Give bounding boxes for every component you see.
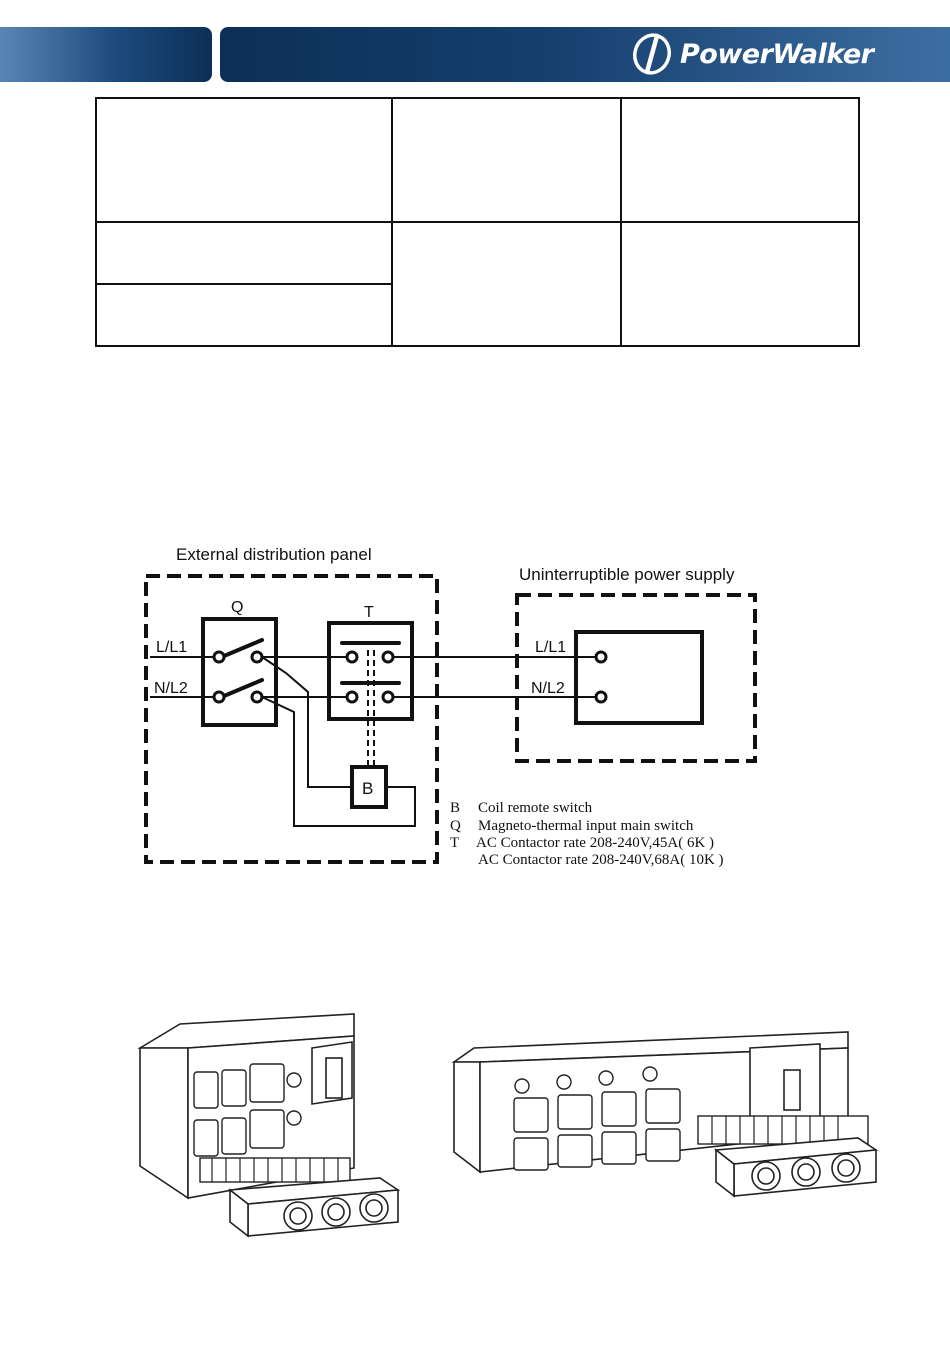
- legend-text: AC Contactor rate 208-240V,68A( 10K ): [478, 852, 724, 868]
- large-module-illustration: [450, 1000, 880, 1210]
- legend-text: Magneto-thermal input main switch: [478, 818, 694, 834]
- coil-b-label: B: [362, 779, 374, 798]
- ups-n2-label: N/L2: [531, 680, 565, 697]
- brand-name: PowerWalker: [680, 38, 874, 70]
- contactor-t-box: [329, 623, 412, 719]
- diagram-legend: [450, 800, 724, 868]
- switch-blades: [224, 640, 399, 696]
- table-cell: [96, 98, 392, 222]
- input-l1-label: L/L1: [156, 639, 188, 656]
- table-cell: [621, 98, 859, 222]
- ups-box: [517, 595, 755, 761]
- table-cell: [392, 98, 621, 222]
- table-cell: [392, 222, 621, 346]
- input-n2-label: N/L2: [154, 680, 188, 697]
- table-cell: [621, 222, 859, 346]
- table-cell: [96, 284, 392, 346]
- table-row: [96, 98, 859, 222]
- contactor-t-label: T: [364, 604, 374, 621]
- ups-title: Uninterruptible power supply: [519, 565, 735, 584]
- header-bar-left: [0, 27, 212, 82]
- ups-l1-label: L/L1: [535, 639, 567, 656]
- switch-q-label: Q: [231, 599, 244, 616]
- brand-logo: [630, 30, 940, 78]
- table-cell: [96, 222, 392, 284]
- legend-key: B: [450, 800, 461, 816]
- legend-key: T: [450, 835, 460, 851]
- ups-terminal-box: [576, 632, 702, 723]
- spec-table: [95, 97, 860, 347]
- legend-text: Coil remote switch: [478, 800, 593, 816]
- table-row: [96, 222, 859, 284]
- small-module-illustration: [130, 1008, 410, 1248]
- powerwalker-logo-icon: [630, 32, 674, 76]
- wiring-diagram: [0, 530, 950, 880]
- legend-key: Q: [450, 818, 461, 834]
- switch-q-box: [203, 619, 276, 725]
- panel-title: External distribution panel: [176, 545, 372, 564]
- legend-text: AC Contactor rate 208-240V,45A( 6K ): [476, 835, 715, 851]
